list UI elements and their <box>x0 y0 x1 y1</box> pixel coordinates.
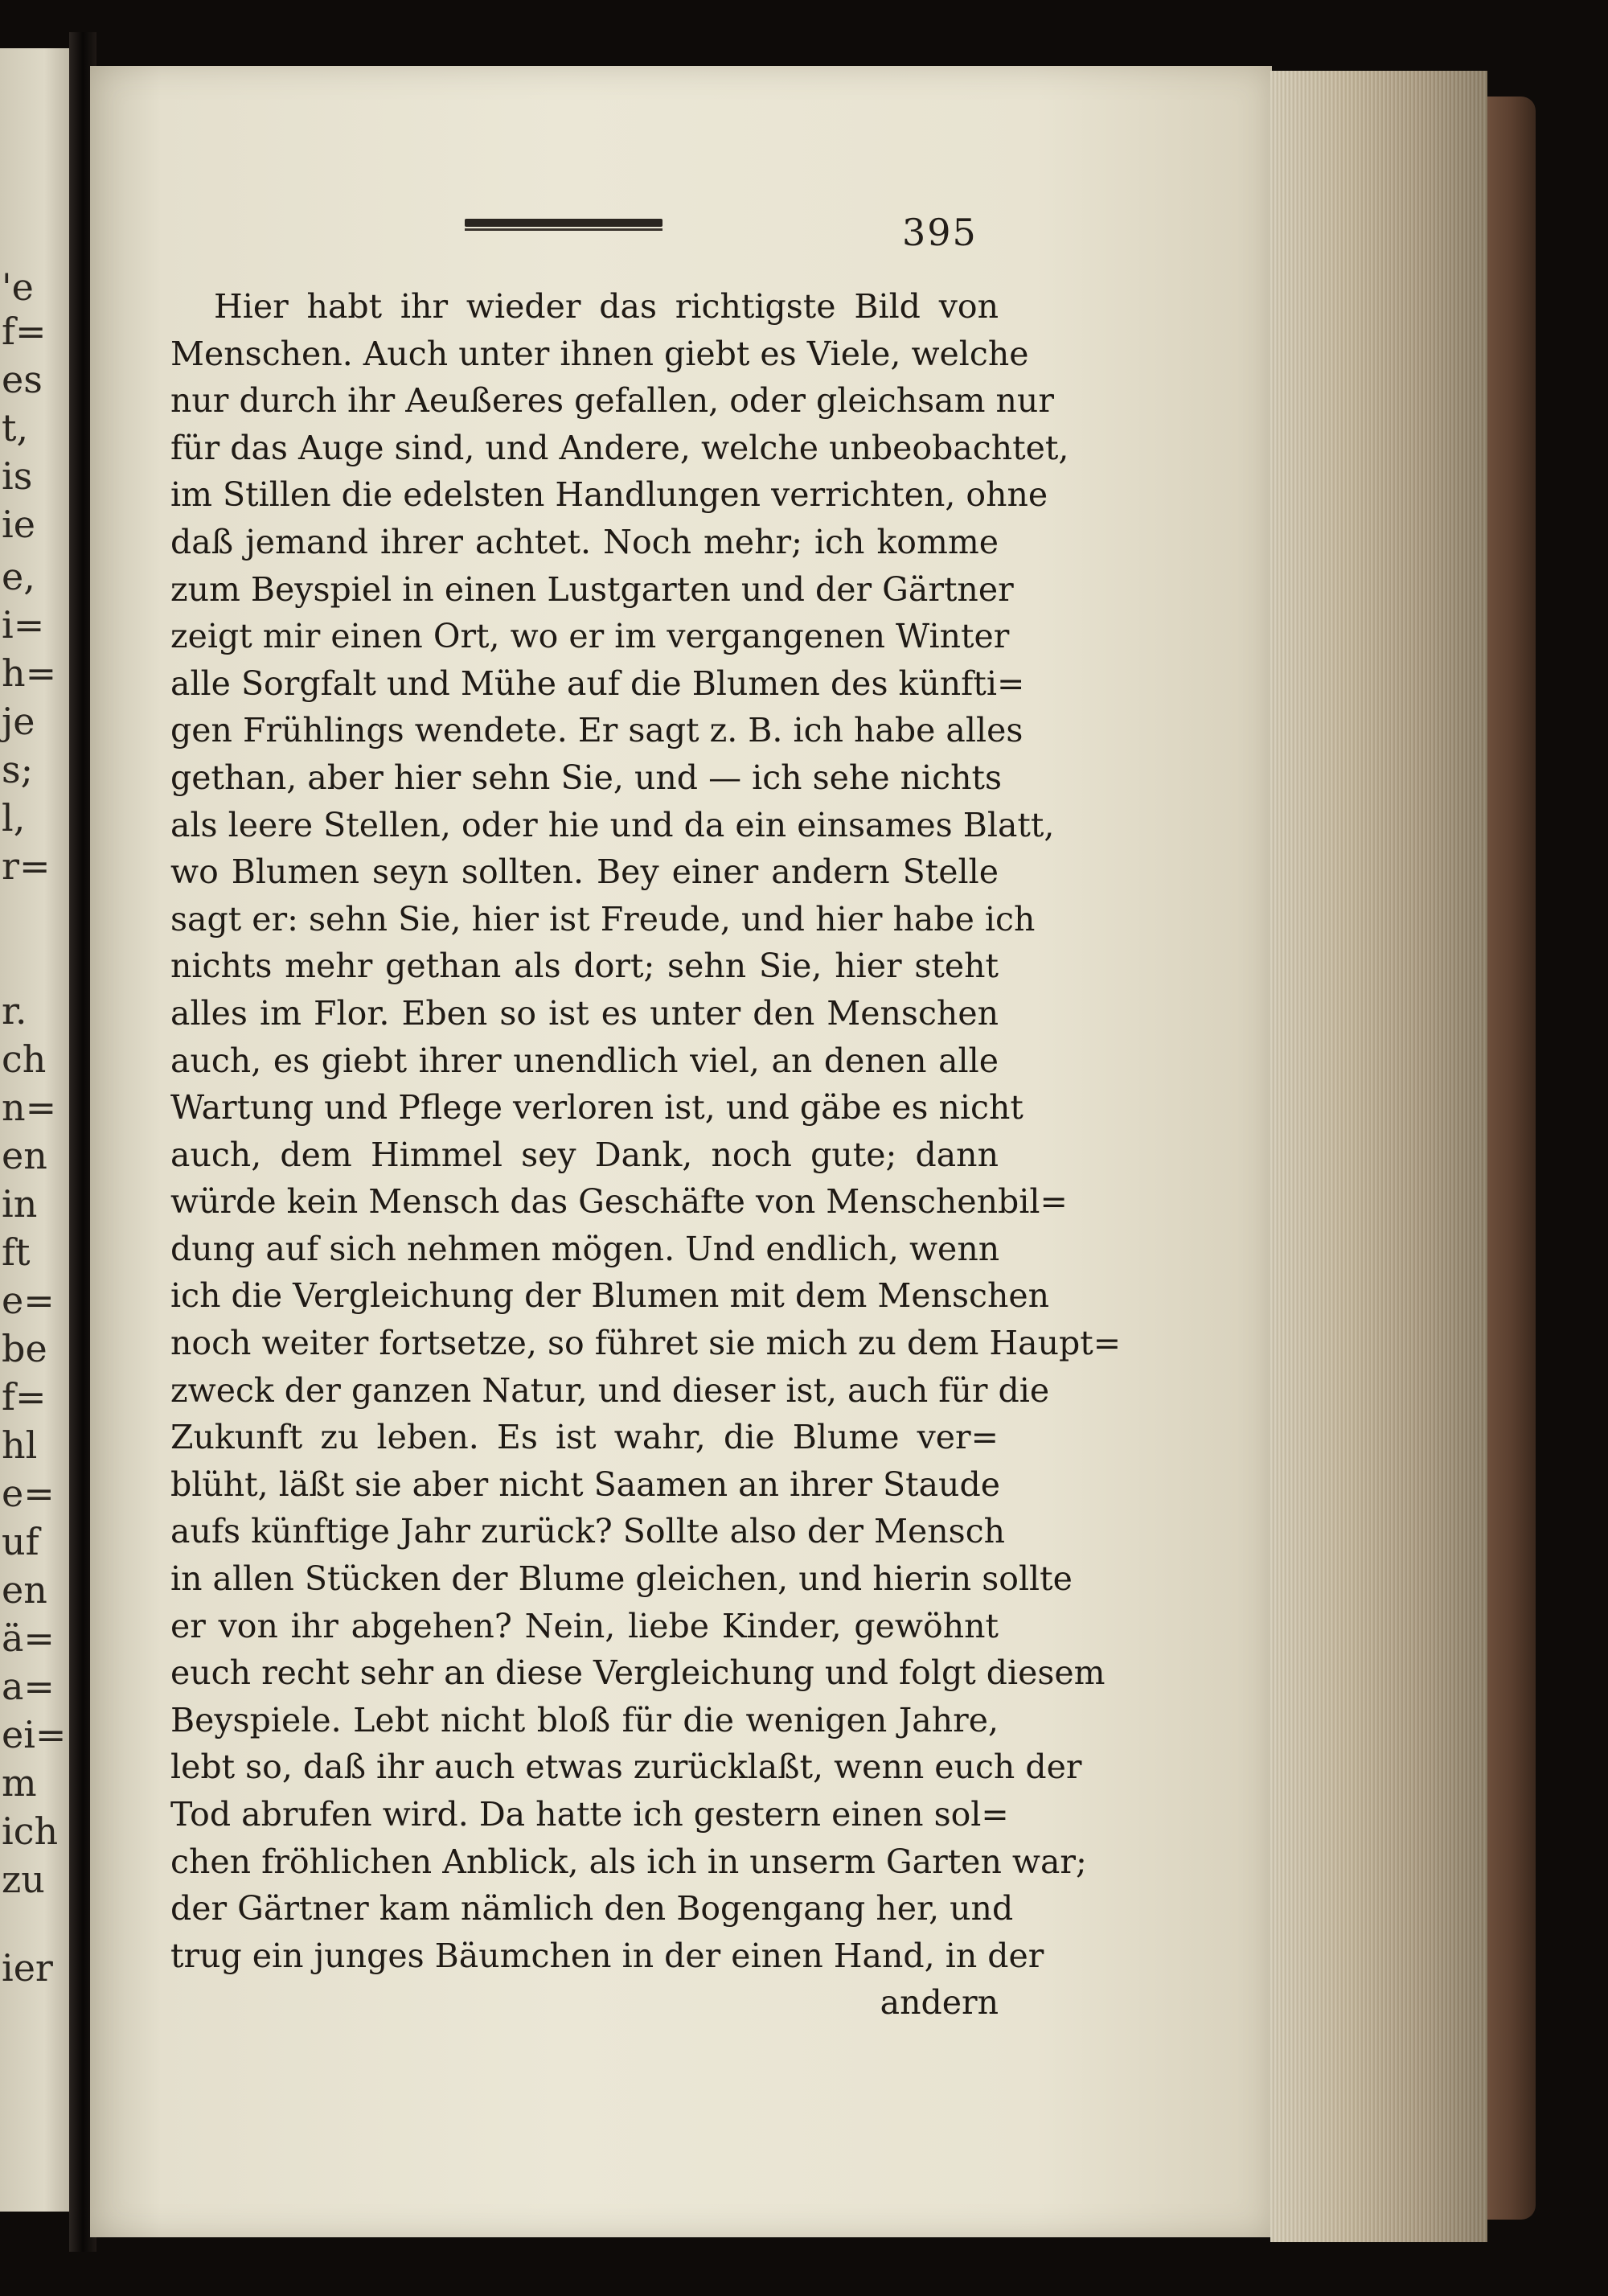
text-line: nur durch ihr Aeußeres gefallen, oder gleichsam nur <box>170 381 1054 421</box>
text-line: aufs künftige Jahr zurück? Sollte also der Mensch <box>170 1512 1006 1551</box>
text-line: Wartung und Pflege verloren ist, und gäbe es nicht <box>170 1088 1023 1127</box>
text-line: als leere Stellen, oder hie und da ein einsames Blatt, <box>170 805 1055 844</box>
text-line: in allen Stücken der Blume gleichen, und hierin sollte <box>170 1559 1073 1599</box>
text-line: Zukunft zu leben. Es ist wahr, die Blume ver= <box>170 1418 999 1457</box>
left-page-fragment: a= <box>2 1665 55 1708</box>
text-line: wo Blumen seyn sollten. Bey einer andern Stelle <box>170 852 999 892</box>
left-page-fragment: ft <box>2 1230 31 1274</box>
book-cover-edge <box>1487 97 1536 2220</box>
text-line: lebt so, daß ihr auch etwas zurücklaßt, wenn euch der <box>170 1748 1082 1787</box>
text-line: blüht, läßt sie aber nicht Saamen an ihrer Staude <box>170 1464 1000 1504</box>
header-rule <box>465 219 662 227</box>
text-line: für das Auge sind, und Andere, welche unbeobachtet, <box>170 428 1069 467</box>
left-page-fragment: ä= <box>2 1616 55 1660</box>
page-number: 395 <box>902 211 978 254</box>
text-line: andern <box>880 1983 999 2023</box>
text-line: alles im Flor. Eben so ist es unter den Menschen <box>170 993 999 1033</box>
left-page-fragment: f= <box>2 310 47 353</box>
text-line: zum Beyspiel in einen Lustgarten und der Gärtner <box>170 569 1014 609</box>
text-line: Hier habt ihr wieder das richtigste Bild von <box>214 287 999 326</box>
text-line: zweck der ganzen Natur, und dieser ist, auch für die <box>170 1370 1050 1410</box>
left-page-fragment: r. <box>2 989 27 1033</box>
text-line: gethan, aber hier sehn Sie, und — ich sehe nichts <box>170 758 1003 797</box>
text-line: trug ein junges Bäumchen in der einen Hand, in der <box>170 1936 1044 1975</box>
left-page-fragment: i= <box>2 603 45 647</box>
text-line: noch weiter fortsetze, so führet sie mich zu dem Haupt= <box>170 1324 1122 1363</box>
left-page-fragment: s; <box>2 748 34 791</box>
left-page-fragment: is <box>2 454 33 498</box>
left-page-fragment: ier <box>2 1946 53 1990</box>
left-page-fragment: zu <box>2 1858 45 1901</box>
left-page-fragment: be <box>2 1327 47 1370</box>
text-line: er von ihr abgehen? Nein, liebe Kinder, gewöhnt <box>170 1606 999 1645</box>
text-line: nichts mehr gethan als dort; sehn Sie, hier steht <box>170 947 999 986</box>
text-line: Beyspiele. Lebt nicht bloß für die wenigen Jahre, <box>170 1700 999 1739</box>
left-page-fragment: l, <box>2 796 26 840</box>
text-line: dung auf sich nehmen mögen. Und endlich, wenn <box>170 1229 1000 1268</box>
text-line: alle Sorgfalt und Mühe auf die Blumen des künfti= <box>170 663 1025 703</box>
left-page-fragment: m <box>2 1761 37 1805</box>
left-page-fragment: e, <box>2 555 35 598</box>
text-line: Tod abrufen wird. Da hatte ich gestern einen sol= <box>170 1795 1009 1834</box>
text-line: chen fröhlichen Anblick, als ich in unserm Garten war; <box>170 1842 1087 1881</box>
left-page-fragment: e= <box>2 1279 55 1322</box>
text-line: der Gärtner kam nämlich den Bogengang her, und <box>170 1889 1014 1928</box>
left-page-fragment: je <box>2 700 35 743</box>
left-page-fragment: ich <box>2 1809 59 1853</box>
text-line: euch recht sehr an diese Vergleichung und folgt diesem <box>170 1653 1106 1693</box>
text-line: würde kein Mensch das Geschäfte von Menschenbil= <box>170 1182 1068 1222</box>
left-page-fragment: es <box>2 358 43 401</box>
text-line: gen Frühlings wendete. Er sagt z. B. ich habe alles <box>170 711 1023 750</box>
left-page-fragment: 'e <box>2 265 34 309</box>
body-text <box>170 283 1122 2027</box>
text-line: zeigt mir einen Ort, wo er im vergangenen Winter <box>170 617 1010 656</box>
left-page-fragment: n= <box>2 1086 57 1129</box>
left-page-fragment: in <box>2 1182 38 1226</box>
left-page-fragment: uf <box>2 1520 39 1563</box>
left-page-fragment: f= <box>2 1375 47 1419</box>
text-line: im Stillen die edelsten Handlungen verrichten, ohne <box>170 475 1048 515</box>
left-page-fragment: h= <box>2 651 57 695</box>
left-page-fragment: en <box>2 1568 47 1612</box>
left-page-fragment: hl <box>2 1423 38 1467</box>
left-page-fragment: en <box>2 1134 47 1177</box>
page-block-edge <box>1270 71 1487 2242</box>
text-line: Menschen. Auch unter ihnen giebt es Viele, welche <box>170 334 1029 373</box>
text-line: auch, dem Himmel sey Dank, noch gute; dann <box>170 1135 999 1174</box>
left-page-fragment: ch <box>2 1037 47 1081</box>
left-page-fragment: ie <box>2 503 35 546</box>
text-line: sagt er: sehn Sie, hier ist Freude, und hier habe ich <box>170 899 1036 939</box>
left-page-fragment: ei= <box>2 1713 67 1756</box>
left-page-fragment: t, <box>2 406 29 450</box>
text-line: ich die Vergleichung der Blumen mit dem Menschen <box>170 1276 1050 1316</box>
text-line: daß jemand ihrer achtet. Noch mehr; ich komme <box>170 522 999 561</box>
left-page-fragment: e= <box>2 1472 55 1515</box>
left-page-fragment: r= <box>2 844 51 888</box>
text-line: auch, es giebt ihrer unendlich viel, an denen alle <box>170 1041 999 1080</box>
left-page-edge <box>0 48 74 2212</box>
